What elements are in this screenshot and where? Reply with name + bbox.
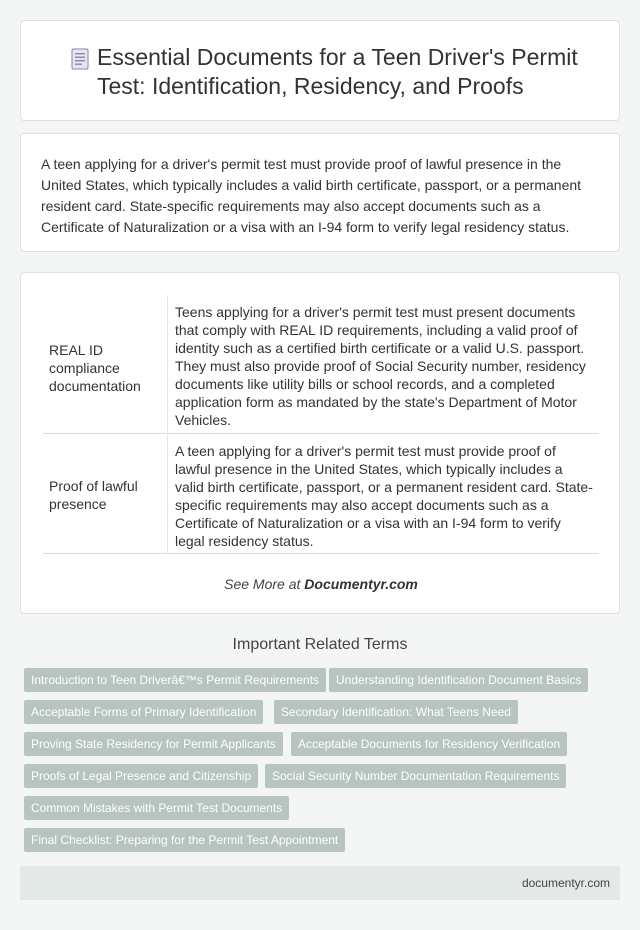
- title-card: [20, 20, 620, 121]
- page-title: Essential Documents for a Teen Driver's Permit Test: Identification, Residency, and Proofs: [97, 44, 578, 99]
- see-more-prefix: See More at: [224, 576, 305, 592]
- table-row: [43, 295, 599, 434]
- intro-paragraph: A teen applying for a driver's permit test must provide proof of lawful presence in the United States, which typically includes a valid birth certificate, passport, or a permanent resident card. State-specific requirements may also accept documents such as a Certificate of Naturalization or a visa with an I-94 form to verify legal residency status.: [41, 156, 582, 235]
- row-term: REAL ID compliance documentation: [49, 342, 141, 394]
- intro-card: [20, 133, 620, 252]
- related-tag[interactable]: Proofs of Legal Presence and Citizenship: [24, 764, 258, 788]
- related-tag[interactable]: Final Checklist: Preparing for the Permit Test Appointment: [24, 828, 345, 852]
- footer-site[interactable]: documentyr.com: [521, 876, 610, 890]
- document-icon: [71, 48, 89, 70]
- terms-table: [20, 272, 620, 614]
- footer: [20, 866, 620, 900]
- related-tag[interactable]: Acceptable Documents for Residency Verification: [291, 732, 567, 756]
- table-row: [43, 434, 599, 554]
- row-description: A teen applying for a driver's permit test must provide proof of lawful presence in the United States, which typically includes a valid birth certificate, passport, or a permanent resident card. State-specific requirements may also accept documents such as a Certificate of Naturalization or a visa with an I-94 form to verify legal residency status.: [175, 443, 593, 549]
- related-tag[interactable]: Understanding Identification Document Basics: [329, 668, 588, 692]
- related-tag[interactable]: Social Security Number Documentation Requirements: [265, 764, 566, 788]
- related-tag[interactable]: Common Mistakes with Permit Test Documents: [24, 796, 289, 820]
- row-term: Proof of lawful presence: [49, 478, 138, 512]
- related-terms-heading: Important Related Terms: [232, 636, 408, 653]
- related-tag[interactable]: Acceptable Forms of Primary Identification: [24, 700, 263, 724]
- related-tag[interactable]: Secondary Identification: What Teens Need: [274, 700, 518, 724]
- see-more-link[interactable]: Documentyr.com: [304, 576, 418, 592]
- related-tag[interactable]: Introduction to Teen Driverâ€™s Permit Requirements: [24, 668, 326, 692]
- related-tag[interactable]: Proving State Residency for Permit Applicants: [24, 732, 283, 756]
- row-description: Teens applying for a driver's permit test must present documents that comply with REAL ID requirements, including a valid proof of identity such as a certified birth certificate or a valid U.S. passport. They must also provide proof of Social Security number, residency documents like utility bills or school records, and a completed application form as mandated by the state's Department of Motor Vehicles.: [175, 304, 586, 428]
- see-more-line: [21, 576, 621, 592]
